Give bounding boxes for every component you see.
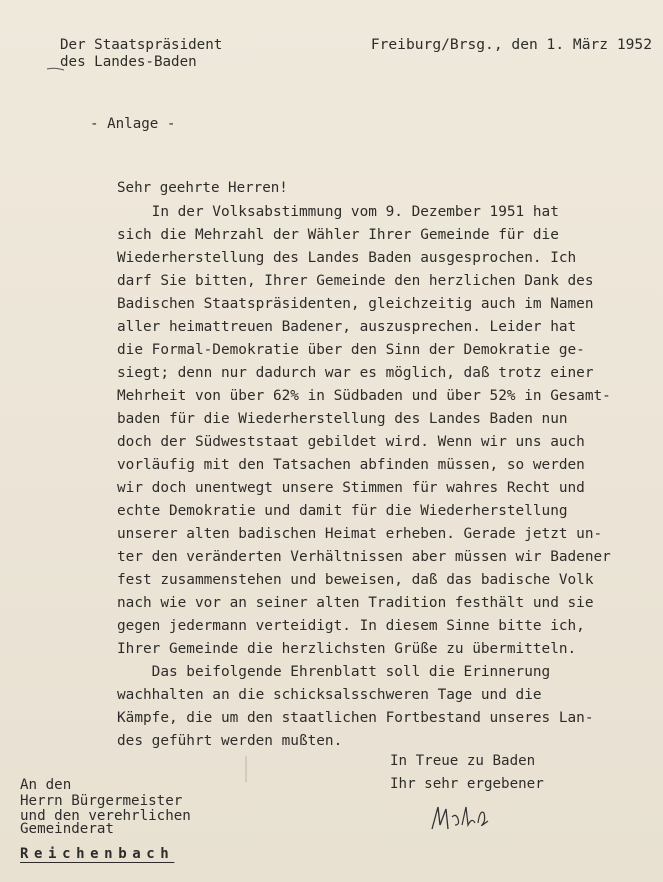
body-line: des geführt werden mußten.	[117, 733, 343, 749]
sender-line-2: des Landes-Baden	[60, 54, 197, 70]
body-line: nach wie vor an seiner alten Tradition festhält und sie	[117, 595, 594, 611]
body-line: doch der Südweststaat gebildet wird. Wenn wir uns auch	[117, 434, 585, 450]
body-line: siegt; denn nur dadurch war es möglich, daß trotz einer	[117, 365, 594, 381]
body-line: wir doch unentwegt unsere Stimmen für wahres Recht und	[117, 480, 585, 496]
body-line: Badischen Staatspräsidenten, gleichzeitig auch im Namen	[117, 296, 594, 312]
fold-mark	[244, 756, 248, 782]
body-line: fest zusammenstehen und beweisen, daß das badische Volk	[117, 572, 594, 588]
body-line: Das beifolgende Ehrenblatt soll die Erinnerung	[117, 664, 551, 680]
place-name: Reichenbach	[20, 846, 175, 862]
pen-mark	[46, 66, 66, 72]
body-line: wachhalten an die schicksalsschweren Tage und die	[117, 687, 542, 703]
body-line: Kämpfe, die um den staatlichen Fortbestand unseres Lan-	[117, 710, 594, 726]
body-line: unserer alten badischen Heimat erheben. Gerade jetzt un-	[117, 526, 603, 542]
body-line: Ihrer Gemeinde die herzlichsten Grüße zu übermitteln.	[117, 641, 577, 657]
sender-line-1: Der Staatspräsident	[60, 37, 223, 53]
body-line: darf Sie bitten, Ihrer Gemeinde den herzlichen Dank des	[117, 273, 594, 289]
recipient-line-2: Herrn Bürgermeister	[20, 793, 183, 809]
closing-line-2: Ihr sehr ergebener	[390, 776, 544, 792]
body-line: echte Demokratie und damit für die Wiederherstellung	[117, 503, 568, 519]
recipient-line-1: An den	[20, 777, 72, 793]
body-line: die Formal-Demokratie über den Sinn der Demokratie ge-	[117, 342, 585, 358]
recipient-line-4: Gemeinderat	[20, 821, 114, 837]
closing-line-1: In Treue zu Baden	[390, 753, 536, 769]
signature	[428, 803, 492, 837]
body-line: sich die Mehrzahl der Wähler Ihrer Gemeinde für die	[117, 227, 559, 243]
body-line: ter den veränderten Verhältnissen aber müssen wir Badener	[117, 549, 611, 565]
salutation: Sehr geehrte Herren!	[117, 180, 288, 196]
date-line: Freiburg/Brsg., den 1. März 1952	[370, 36, 652, 53]
recipient-line-3: und den verehrlichen	[20, 808, 191, 824]
body-line: gegen jedermann verteidigt. In diesem Sinne bitte ich,	[117, 618, 585, 634]
body-line: Wiederherstellung des Landes Baden ausgesprochen. Ich	[117, 250, 577, 266]
body-line: vorläufig mit den Tatsachen abfinden müssen, so werden	[117, 457, 585, 473]
body-line: Mehrheit von über 62% in Südbaden und über 52% in Gesamt-	[117, 388, 611, 404]
enclosure-note: - Anlage -	[90, 116, 176, 132]
body-line: baden für die Wiederherstellung des Landes Baden nun	[117, 411, 568, 427]
body-line: aller heimattreuen Badener, auszusprechen. Leider hat	[117, 319, 577, 335]
body-line: In der Volksabstimmung vom 9. Dezember 1951 hat	[117, 204, 559, 220]
